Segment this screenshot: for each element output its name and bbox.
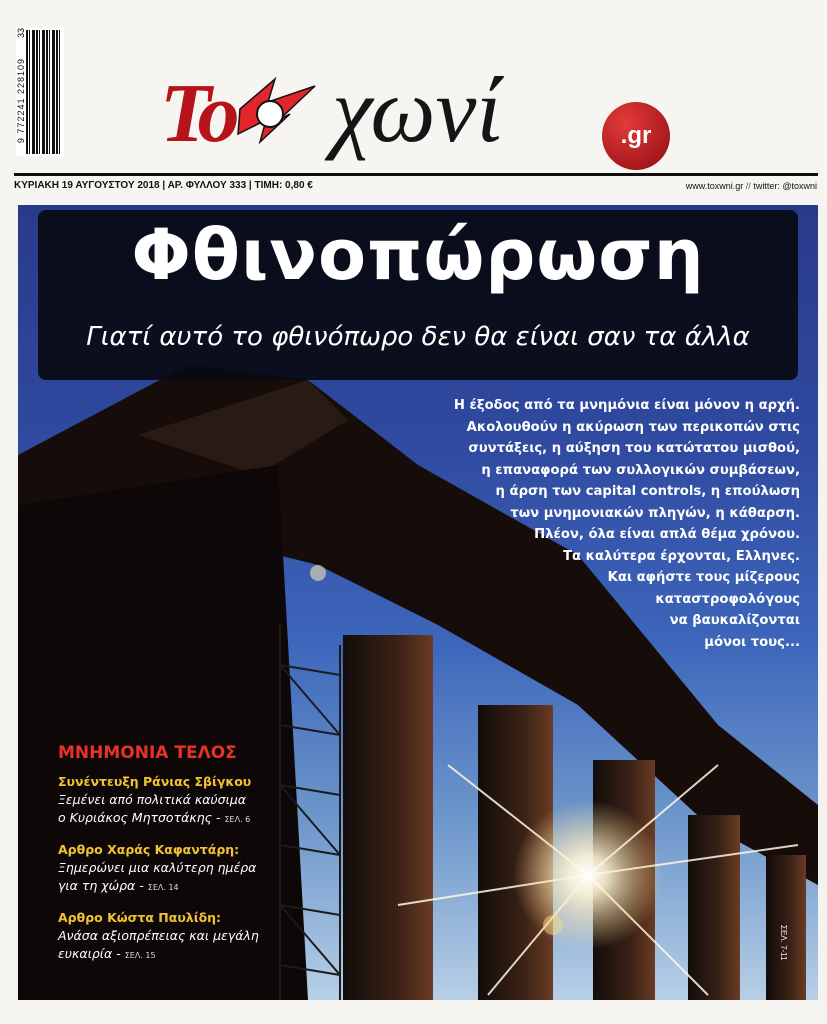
story-page-ref: ΣΕΛ. 6 <box>224 815 251 824</box>
twitter-label: twitter: <box>753 181 780 191</box>
lead-line: να βαυκαλίζονται <box>669 613 800 628</box>
logo-domain-badge <box>602 102 670 170</box>
lead-line: των μνημονιακών πληγών, η κάθαρση. <box>510 505 800 521</box>
story-line-last <box>58 877 358 897</box>
story-line-last <box>58 945 358 965</box>
story-page-ref: ΣΕΛ. 15 <box>124 951 156 960</box>
barcode-bars <box>26 30 62 154</box>
story-line: για τη χώρα - <box>58 878 144 893</box>
lead-line: Και αφήστε τους μίζερους <box>607 570 800 585</box>
lead-line: Η έξοδος από τα μνημόνια είναι μόνον η αρχή. <box>453 398 800 413</box>
story-page-ref: ΣΕΛ. 14 <box>147 883 179 892</box>
cover-photo <box>18 205 818 1000</box>
barcode-digits: 9 772241 228109 <box>16 58 26 144</box>
story-headline: Συνέντευξη Ράνιας Σβίγκου <box>58 774 252 789</box>
lead-line: Τα καλύτερα έρχονται, Ελληνες. <box>563 548 800 564</box>
masthead <box>0 0 827 205</box>
story-line-last <box>58 809 358 829</box>
story-line: Ανάσα αξιοπρέπειας και μεγάλη <box>58 928 259 943</box>
web-separator: // <box>743 181 754 191</box>
promo-box <box>58 743 358 977</box>
lead-line: Ακολουθούν η ακύρωση των περικοπών στις <box>466 419 800 435</box>
web-links <box>686 181 817 191</box>
logo[interactable] <box>160 59 680 182</box>
story-line: Ξεμένει από πολιτικά καύσιμα <box>58 792 247 807</box>
promo-title: ΜΝΗΜΟΝΙΑ ΤΕΛΟΣ <box>58 743 237 763</box>
subheadline: Γιατί αυτό το φθινόπωρο δεν θα είναι σαν τα άλλα <box>86 322 750 352</box>
lead-paragraph <box>380 395 800 653</box>
headline: Φθινοπώρωση <box>131 214 705 296</box>
masthead-rule <box>14 173 818 176</box>
logo-domain: .gr <box>620 122 652 149</box>
promo-story[interactable] <box>58 841 358 897</box>
story-line: ευκαιρία - <box>58 946 121 961</box>
lead-line: Πλέον, όλα είναι απλά θέμα χρόνου. <box>534 527 800 542</box>
headline-box <box>38 210 798 380</box>
story-headline: Αρθρο Κώστα Παυλίδη: <box>58 910 222 925</box>
barcode <box>16 28 64 156</box>
lead-line: μόνοι τους... <box>704 634 800 650</box>
lead-line: η επαναφορά των συλλογικών συμβάσεων, <box>481 462 800 478</box>
twitter-handle[interactable]: @toxwni <box>782 181 817 191</box>
website-link[interactable]: www.toxwni.gr <box>685 181 744 191</box>
story-line: ο Κυριάκος Μητσοτάκης - <box>58 810 221 825</box>
story-headline: Αρθρο Χαράς Καφαντάρη: <box>58 842 240 857</box>
lead-line: η άρση των capital controls, η επούλωση <box>495 484 800 499</box>
dateline: ΚΥΡΙΑΚΗ 19 ΑΥΓΟΥΣΤΟΥ 2018 | ΑΡ. ΦΥΛΛΟΥ 333 | ΤΙΜΗ: 0,80 € <box>14 180 313 191</box>
promo-story[interactable] <box>58 909 358 965</box>
promo-story[interactable] <box>58 773 358 829</box>
issue-number: 33 <box>16 28 26 39</box>
lead-line: καταστροφολόγους <box>655 591 800 607</box>
logo-prefix: Το <box>160 67 234 160</box>
lightning-icon <box>230 74 320 144</box>
logo-word: χωνί <box>332 59 502 161</box>
lead-line: συντάξεις, η αύξηση του κατώτατου μισθού, <box>468 441 800 456</box>
cover-page-ref: ΣΕΛ. 7-11 <box>779 925 788 961</box>
story-line: Ξημερώνει μια καλύτερη ημέρα <box>58 860 257 875</box>
